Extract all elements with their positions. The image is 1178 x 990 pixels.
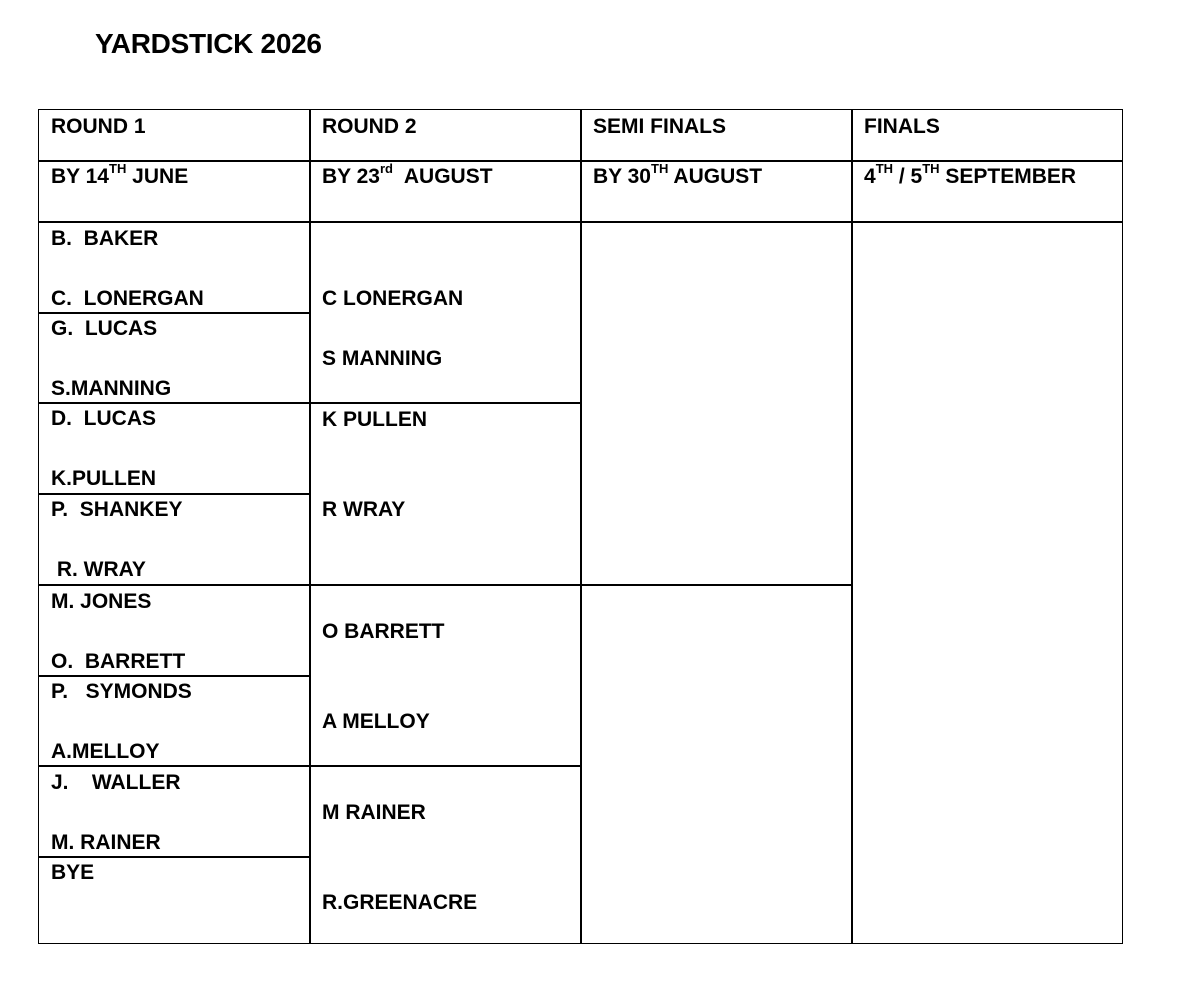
header-round1: ROUND 1 [51, 115, 146, 138]
round2-divider [310, 765, 581, 767]
round1-player: B. BAKER [51, 227, 159, 250]
round1-player: P. SYMONDS [51, 680, 192, 703]
column-divider [580, 110, 582, 943]
round1-player: G. LUCAS [51, 317, 158, 340]
round1-player: M. JONES [51, 590, 152, 613]
round1-divider [39, 402, 310, 404]
round2-divider [310, 402, 581, 404]
header-divider [39, 221, 1122, 223]
round2-player: K PULLEN [322, 408, 427, 431]
round1-player: C. LONERGAN [51, 287, 204, 310]
round2-player: A MELLOY [322, 710, 430, 733]
semis-divider [581, 584, 852, 586]
page-title: YARDSTICK 2026 [95, 28, 322, 59]
round1-player: K.PULLEN [51, 467, 156, 490]
column-divider [309, 110, 311, 943]
round1-player: R. WRAY [51, 558, 146, 581]
round1-player: O. BARRETT [51, 650, 186, 673]
round1-divider [39, 856, 310, 858]
round2-player: C LONERGAN [322, 287, 464, 310]
round2-player: R.GREENACRE [322, 891, 478, 914]
round1-divider [39, 765, 310, 767]
round1-player: M. RAINER [51, 831, 161, 854]
round1-player: A.MELLOY [51, 740, 160, 763]
round2-player: O BARRETT [322, 620, 445, 643]
round1-divider [39, 493, 310, 495]
round1-divider [39, 584, 310, 586]
bracket-table [38, 109, 1123, 944]
round2-player: M RAINER [322, 801, 426, 824]
header-divider [39, 160, 1122, 162]
round1-player: P. SHANKEY [51, 498, 183, 521]
round1-player: BYE [51, 861, 95, 884]
header-finals: FINALS [864, 115, 940, 138]
round1-divider [39, 675, 310, 677]
deadline-finals: 4TH / 5TH SEPTEMBER [864, 161, 1077, 188]
deadline-round2: BY 23rd AUGUST [322, 161, 493, 188]
deadline-semi-finals: BY 30TH AUGUST [593, 161, 763, 188]
round2-player: S MANNING [322, 347, 443, 370]
round2-divider [310, 584, 581, 586]
round1-player: D. LUCAS [51, 407, 156, 430]
round1-divider [39, 312, 310, 314]
round1-player: J. WALLER [51, 771, 181, 794]
deadline-round1: BY 14TH JUNE [51, 161, 189, 188]
header-semi-finals: SEMI FINALS [593, 115, 727, 138]
round2-player: R WRAY [322, 498, 406, 521]
header-round2: ROUND 2 [322, 115, 417, 138]
round1-player: S.MANNING [51, 377, 172, 400]
column-divider [851, 110, 853, 943]
